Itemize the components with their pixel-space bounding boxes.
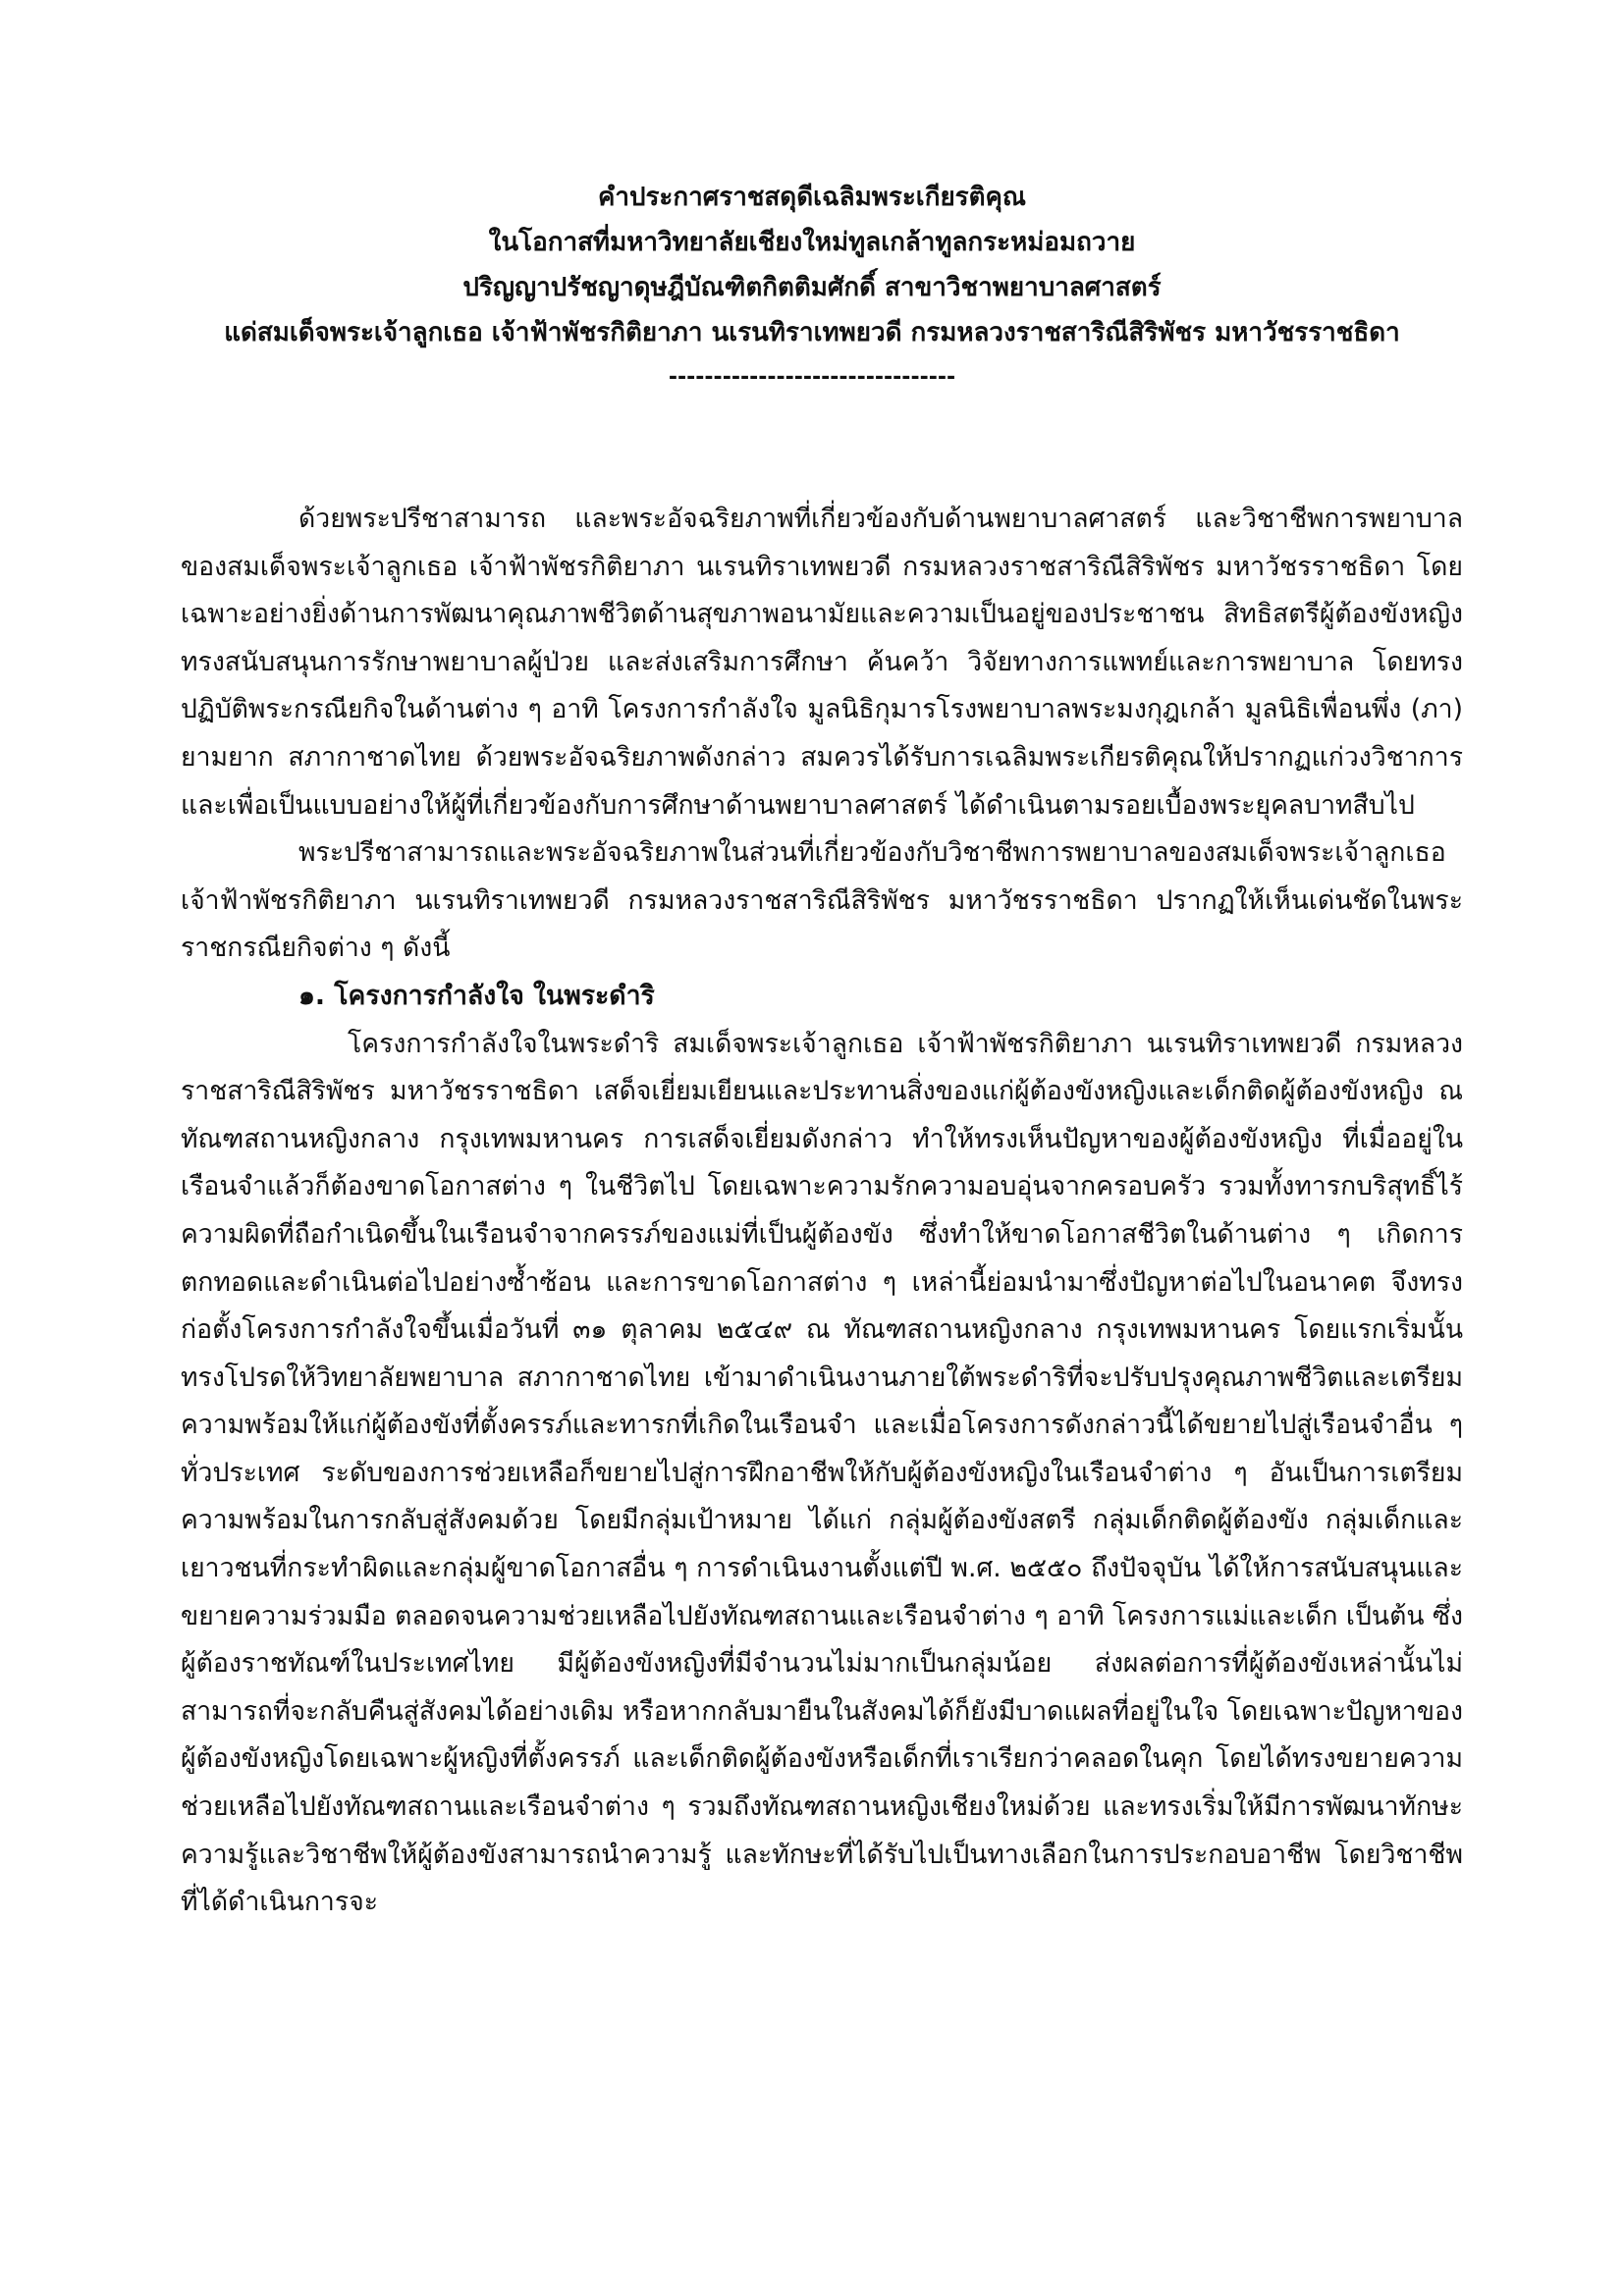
section-1-body: โครงการกำลังใจในพระดำริ สมเด็จพระเจ้าลูกเธอ เจ้าฟ้าพัชรกิติยาภา นเรนทิราเทพยวดี กรมหลวงราชสาริณีสิริพัชร มหาวัชรราชธิดา เสด็จเยี่ยมเยียนและประทานสิ่งของแก่ผู้ต้องขังหญิงและเด็กติดผู้ต้องขังหญิง ณ ทัณฑสถานหญิงกลาง กรุงเทพมหานคร การเสด็จเยี่ยมดังกล่าว ทำให้ทรงเห็นปัญหาของผู้ต้องขังหญิง ที่เมื่ออยู่ในเรือนจำแล้วก็ต้องขาดโอกาสต่าง ๆ ในชีวิตไป โดยเฉพาะความรักความอบอุ่นจากครอบครัว รวมทั้งทารกบริสุทธิ์ไร้ความผิดที่ถือกำเนิดขึ้นในเรือนจำจากครรภ์ของแม่ที่เป็นผู้ต้องขัง ซึ่งทำให้ขาดโอกาสชีวิตในด้านต่าง ๆ เกิดการตกทอดและดำเนินต่อไปอย่างซ้ำซ้อน และการขาดโอกาสต่าง ๆ เหล่านี้ย่อมนำมาซึ่งปัญหาต่อไปในอนาคต จึงทรงก่อตั้งโครงการกำลังใจขึ้นเมื่อวันที่ ๓๑ ตุลาคม ๒๕๔๙ ณ ทัณฑสถานหญิงกลาง กรุงเทพมหานคร โดยแรกเริ่มนั้นทรงโปรดให้วิทยาลัยพยาบาล สภากาชาดไทย เข้ามาดำเนินงานภายใต้พระดำริที่จะปรับปรุงคุณภาพชีวิตและเตรียมความพร้อมให้แก่ผู้ต้องขังที่ตั้งครรภ์และทารกที่เกิดในเรือนจำ และเมื่อโครงการดังกล่าวนี้ได้ขยายไปสู่เรือนจำอื่น ๆ ทั่วประเทศ ระดับของการช่วยเหลือก็ขยายไปสู่การฝึกอาชีพให้กับผู้ต้องขังหญิงในเรือนจำต่าง ๆ อันเป็นการเตรียมความพร้อมในการกลับสู่สังคมด้วย โดยมีกลุ่มเป้าหมาย ได้แก่ กลุ่มผู้ต้องขังสตรี กลุ่มเด็กติดผู้ต้องขัง กลุ่มเด็กและเยาวชนที่กระทำผิดและกลุ่มผู้ขาดโอกาสอื่น ๆ การดำเนินงานตั้งแต่ปี พ.ศ. ๒๕๕๐ ถึงปัจจุบัน ได้ให้การสนับสนุนและขยายความร่วมมือ ตลอดจนความช่วยเหลือไปยังทัณฑสถานและเรือนจำต่าง ๆ อาทิ โครงการแม่และเด็ก เป็นต้น ซึ่งผู้ต้องราชทัณฑ์ในประเทศไทย มีผู้ต้องขังหญิงที่มีจำนวนไม่มากเป็นกลุ่มน้อย ส่งผลต่อการที่ผู้ต้องขังเหล่านั้นไม่สามารถที่จะกลับคืนสู่สังคมได้อย่างเดิม หรือหากกลับมายืนในสังคมได้ก็ยังมีบาดแผลที่อยู่ในใจ โดยเฉพาะปัญหาของผู้ต้องขังหญิงโดยเฉพาะผู้หญิงที่ตั้งครรภ์ และเด็กติดผู้ต้องขังหรือเด็กที่เราเรียกว่าคลอดในคุก โดยได้ทรงขยายความช่วยเหลือไปยังทัณฑสถานและเรือนจำต่าง ๆ รวมถึงทัณฑสถานหญิงเชียงใหม่ด้วย และทรงเริ่มให้มีการพัฒนาทักษะความรู้และวิชาชีพให้ผู้ต้องขังสามารถนำความรู้ และทักษะที่ได้รับไปเป็นทางเลือกในการประกอบอาชีพ โดยวิชาชีพที่ได้ดำเนินการจะ — [181, 1028, 1464, 1918]
document-header — [0, 175, 1624, 400]
title-line-4: แด่สมเด็จพระเจ้าลูกเธอ เจ้าฟ้าพัชรกิติยาภา นเรนทิราเทพยวดี กรมหลวงราชสาริณีสิริพัชร มหาวัชรราชธิดา — [224, 318, 1400, 347]
document-body — [181, 496, 1463, 1927]
paragraph-2: พระปรีชาสามารถและพระอัจฉริยภาพในส่วนที่เกี่ยวข้องกับวิชาชีพการพยาบาลของสมเด็จพระเจ้าลูกเธอ เจ้าฟ้าพัชรกิติยาภา นเรนทิราเทพยวดี กรมหลวงราชสาริณีสิริพัชร มหาวัชรราชธิดา ปรากฏให้เห็นเด่นชัดในพระราชกรณียกิจต่าง ๆ ดังนี้ — [181, 837, 1463, 964]
title-line-3: ปริญญาปรัชญาดุษฎีบัณฑิตกิตติมศักดิ์ สาขาวิชาพยาบาลศาสตร์ — [462, 273, 1162, 302]
section-1-heading: ๑. โครงการกำลังใจ ในพระดำริ — [298, 980, 655, 1011]
title-line-2: ในโอกาสที่มหาวิทยาลัยเชียงใหม่ทูลเกล้าทูลกระหม่อมถวาย — [488, 228, 1136, 257]
paragraph-1: ด้วยพระปรีชาสามารถ และพระอัจฉริยภาพที่เกี่ยวข้องกับด้านพยาบาลศาสตร์ และวิชาชีพการพยาบาลของสมเด็จพระเจ้าลูกเธอ เจ้าฟ้าพัชรกิติยาภา นเรนทิราเทพยวดี กรมหลวงราชสาริณีสิริพัชร มหาวัชรราชธิดา โดยเฉพาะอย่างยิ่งด้านการพัฒนาคุณภาพชีวิตด้านสุขภาพอนามัยและความเป็นอยู่ของประชาชน สิทธิสตรีผู้ต้องขังหญิง ทรงสนับสนุนการรักษาพยาบาลผู้ป่วย และส่งเสริมการศึกษา ค้นคว้า วิจัยทางการแพทย์และการพยาบาล โดยทรงปฏิบัติพระกรณียกิจในด้านต่าง ๆ อาทิ โครงการกำลังใจ มูลนิธิกุมารโรงพยาบาลพระมงกุฎเกล้า มูลนิธิเพื่อนพึ่ง (ภา) ยามยาก สภากาชาดไทย ด้วยพระอัจฉริยภาพดังกล่าว สมควรได้รับการเฉลิมพระเกียรติคุณให้ปรากฏแก่วงวิชาการและเพื่อเป็นแบบอย่างให้ผู้ที่เกี่ยวข้องกับการศึกษาด้านพยาบาลศาสตร์ ได้ดำเนินตามรอยเบื้องพระยุคลบาทสืบไป — [181, 504, 1463, 821]
header-divider: -------------------------------- — [668, 365, 956, 390]
title-line-1: คำประกาศราชสดุดีเฉลิมพระเกียรติคุณ — [597, 183, 1027, 212]
